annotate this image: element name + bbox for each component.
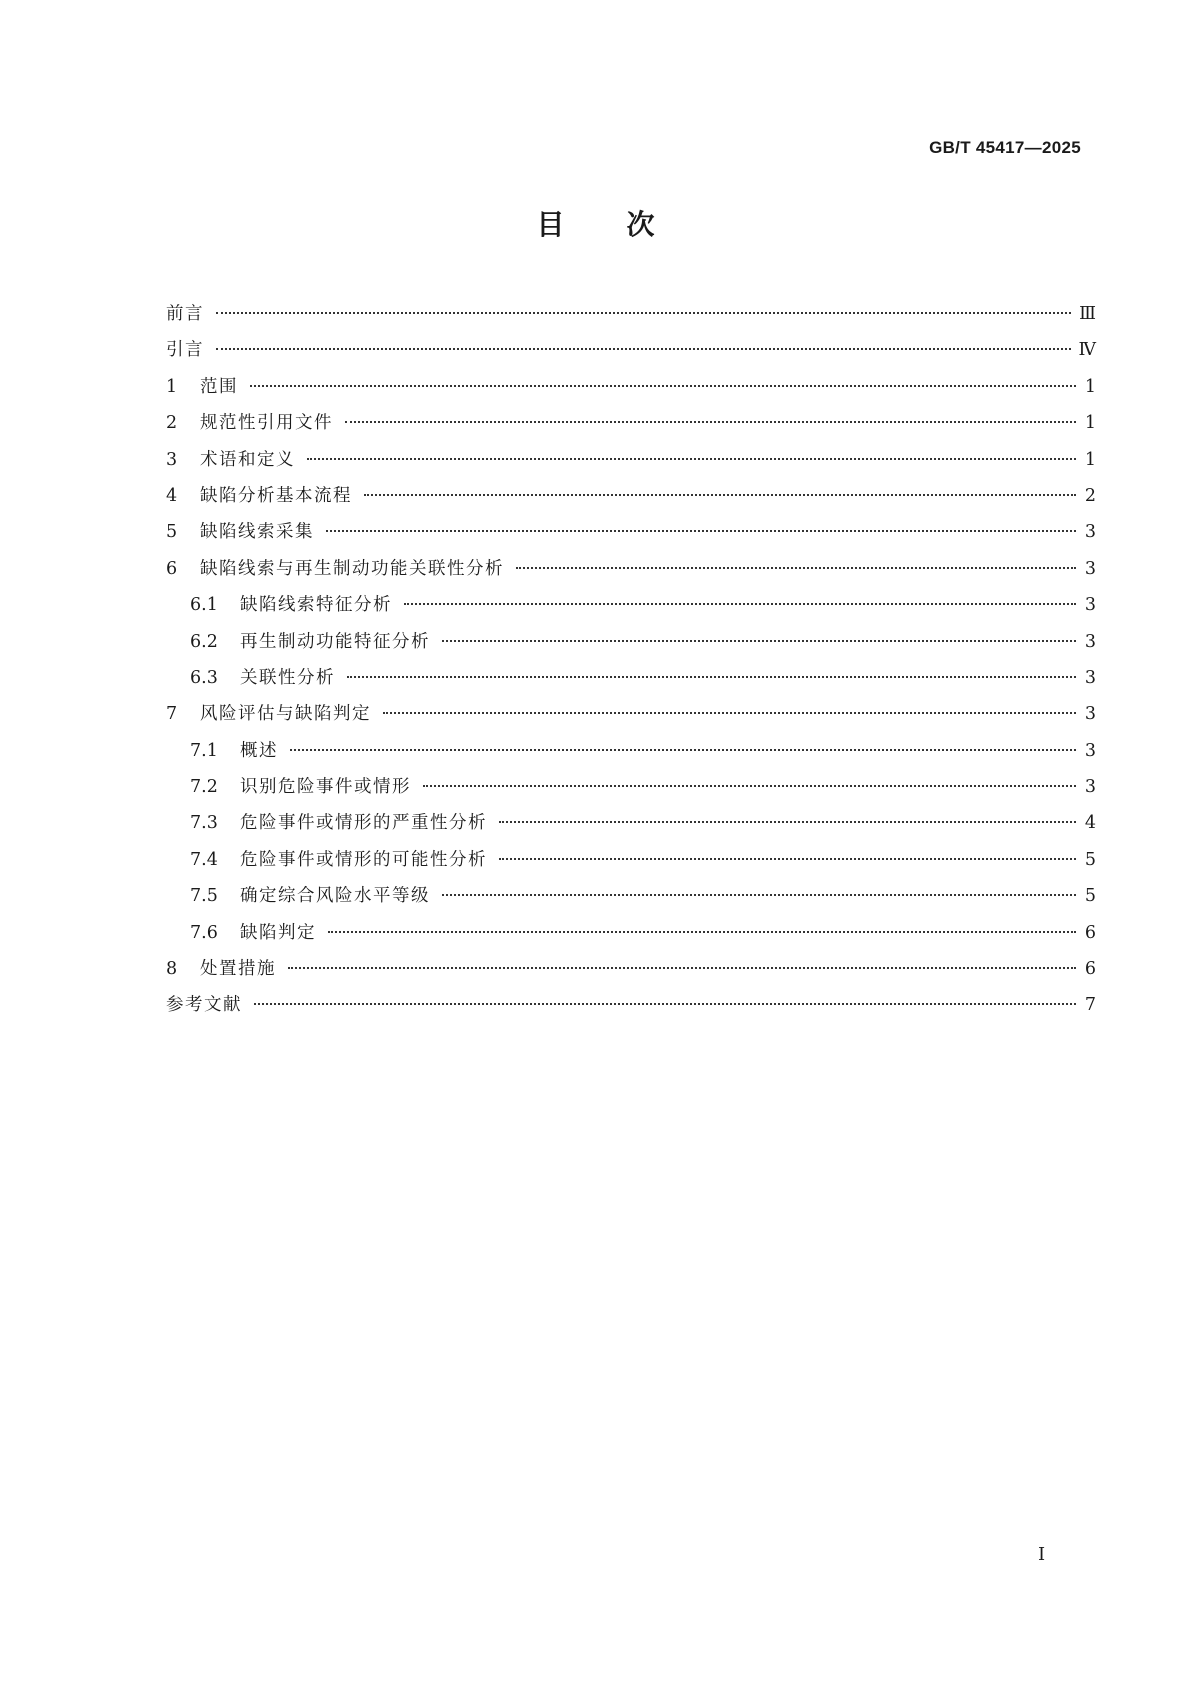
toc-entry-number: 6.1 bbox=[190, 595, 218, 616]
toc-entry-number: 6.2 bbox=[190, 631, 218, 652]
toc-entry[interactable] bbox=[166, 991, 1096, 1027]
toc-entry-label: 缺陷线索特征分析 bbox=[240, 595, 392, 616]
toc-entry[interactable] bbox=[166, 482, 1096, 518]
toc-entry-number: 7 bbox=[166, 704, 178, 725]
toc-dot-leader bbox=[250, 385, 1076, 387]
toc-entry-page: 1 bbox=[1084, 376, 1096, 397]
toc-entry-page: 6 bbox=[1084, 959, 1096, 980]
page-number: Ⅰ bbox=[1038, 1544, 1046, 1565]
toc-dot-leader bbox=[345, 421, 1076, 423]
toc-entry[interactable] bbox=[166, 300, 1096, 336]
toc-dot-leader bbox=[347, 676, 1076, 678]
toc-entry-label: 规范性引用文件 bbox=[200, 413, 333, 434]
toc-entry[interactable] bbox=[166, 846, 1096, 882]
toc-dot-leader bbox=[328, 931, 1076, 933]
toc-entry[interactable] bbox=[166, 700, 1096, 736]
toc-entry-page: 2 bbox=[1084, 485, 1096, 506]
toc-dot-leader bbox=[423, 785, 1076, 787]
toc-dot-leader bbox=[216, 348, 1071, 350]
toc-entry-page: Ⅳ bbox=[1078, 340, 1096, 361]
toc-entry-number: 8 bbox=[166, 959, 178, 980]
toc-entry-label: 再生制动功能特征分析 bbox=[240, 631, 430, 652]
toc-entry-label: 确定综合风险水平等级 bbox=[240, 886, 430, 907]
toc-entry-label: 缺陷线索与再生制动功能关联性分析 bbox=[200, 558, 504, 579]
toc-dot-leader bbox=[404, 603, 1076, 605]
toc-entry-number: 4 bbox=[166, 485, 178, 506]
toc-dot-leader bbox=[383, 712, 1076, 714]
toc-entry-label: 参考文献 bbox=[166, 995, 242, 1016]
toc-dot-leader bbox=[216, 312, 1071, 314]
toc-entry[interactable] bbox=[166, 919, 1096, 955]
toc-entry[interactable] bbox=[166, 373, 1096, 409]
toc-entry-label: 范围 bbox=[200, 376, 238, 397]
toc-entry-number: 5 bbox=[166, 522, 178, 543]
toc-entry-page: 3 bbox=[1084, 522, 1096, 543]
toc-title-char-2: 次 bbox=[626, 208, 655, 241]
toc-dot-leader bbox=[499, 858, 1076, 860]
toc-entry-label: 关联性分析 bbox=[240, 667, 335, 688]
toc-title bbox=[0, 203, 1191, 243]
toc-entry-page: 5 bbox=[1084, 849, 1096, 870]
toc-entry-label: 术语和定义 bbox=[200, 449, 295, 470]
toc-entry-number: 7.5 bbox=[190, 886, 218, 907]
toc-dot-leader bbox=[516, 567, 1076, 569]
toc-entry-page: Ⅲ bbox=[1079, 304, 1096, 324]
toc-dot-leader bbox=[326, 530, 1076, 532]
toc-entry[interactable] bbox=[166, 809, 1096, 845]
toc-dot-leader bbox=[364, 494, 1076, 496]
toc-entry-label: 危险事件或情形的可能性分析 bbox=[240, 849, 487, 870]
toc-entry-label: 风险评估与缺陷判定 bbox=[200, 704, 371, 725]
toc-entry-label: 处置措施 bbox=[200, 959, 276, 980]
toc-entry-label: 前言 bbox=[166, 304, 204, 324]
toc-entry-number: 6.3 bbox=[190, 667, 218, 688]
toc-entry[interactable] bbox=[166, 955, 1096, 991]
toc-dot-leader bbox=[442, 640, 1076, 642]
toc-entry-page: 3 bbox=[1084, 631, 1096, 652]
toc-entry-page: 4 bbox=[1084, 813, 1096, 834]
toc-dot-leader bbox=[307, 458, 1076, 460]
table-of-contents bbox=[166, 300, 1096, 1028]
toc-entry-label: 引言 bbox=[166, 340, 204, 361]
toc-entry-page: 3 bbox=[1084, 777, 1096, 798]
toc-entry-number: 7.2 bbox=[190, 777, 218, 798]
toc-dot-leader bbox=[499, 821, 1076, 823]
toc-entry-number: 3 bbox=[166, 449, 178, 470]
toc-entry-label: 概述 bbox=[240, 740, 278, 761]
toc-dot-leader bbox=[290, 749, 1076, 751]
toc-title-char-1: 目 bbox=[536, 208, 565, 241]
toc-entry-page: 1 bbox=[1084, 413, 1096, 434]
toc-entry-label: 危险事件或情形的严重性分析 bbox=[240, 813, 487, 834]
toc-entry-label: 缺陷线索采集 bbox=[200, 522, 314, 543]
toc-entry-page: 3 bbox=[1084, 704, 1096, 725]
standard-code: GB/T 45417—2025 bbox=[929, 138, 1081, 157]
toc-entry-page: 3 bbox=[1084, 667, 1096, 688]
toc-entry-label: 缺陷分析基本流程 bbox=[200, 485, 352, 506]
toc-dot-leader bbox=[442, 894, 1076, 896]
toc-entry-number: 7.1 bbox=[190, 740, 218, 761]
toc-dot-leader bbox=[288, 967, 1076, 969]
toc-entry[interactable] bbox=[166, 664, 1096, 700]
toc-entry-label: 识别危险事件或情形 bbox=[240, 777, 411, 798]
toc-entry-number: 1 bbox=[166, 376, 178, 397]
toc-entry[interactable] bbox=[166, 773, 1096, 809]
toc-entry-label: 缺陷判定 bbox=[240, 922, 316, 943]
toc-entry[interactable] bbox=[166, 555, 1096, 591]
toc-entry-page: 7 bbox=[1084, 995, 1096, 1016]
toc-entry-page: 6 bbox=[1084, 922, 1096, 943]
toc-entry-page: 3 bbox=[1084, 740, 1096, 761]
toc-entry[interactable] bbox=[166, 737, 1096, 773]
toc-entry-page: 3 bbox=[1084, 595, 1096, 616]
toc-entry[interactable] bbox=[166, 409, 1096, 445]
toc-entry-number: 6 bbox=[166, 558, 178, 579]
toc-entry-page: 1 bbox=[1084, 449, 1096, 470]
toc-entry-page: 5 bbox=[1084, 886, 1096, 907]
toc-entry[interactable] bbox=[166, 628, 1096, 664]
toc-entry[interactable] bbox=[166, 518, 1096, 554]
toc-entry-number: 7.3 bbox=[190, 813, 218, 834]
toc-dot-leader bbox=[254, 1003, 1076, 1005]
toc-entry[interactable] bbox=[166, 446, 1096, 482]
toc-entry[interactable] bbox=[166, 882, 1096, 918]
toc-entry[interactable] bbox=[166, 591, 1096, 627]
toc-entry-number: 7.4 bbox=[190, 849, 218, 870]
toc-entry-page: 3 bbox=[1084, 558, 1096, 579]
toc-entry-number: 7.6 bbox=[190, 922, 218, 943]
toc-entry[interactable] bbox=[166, 336, 1096, 372]
toc-entry-number: 2 bbox=[166, 413, 178, 434]
